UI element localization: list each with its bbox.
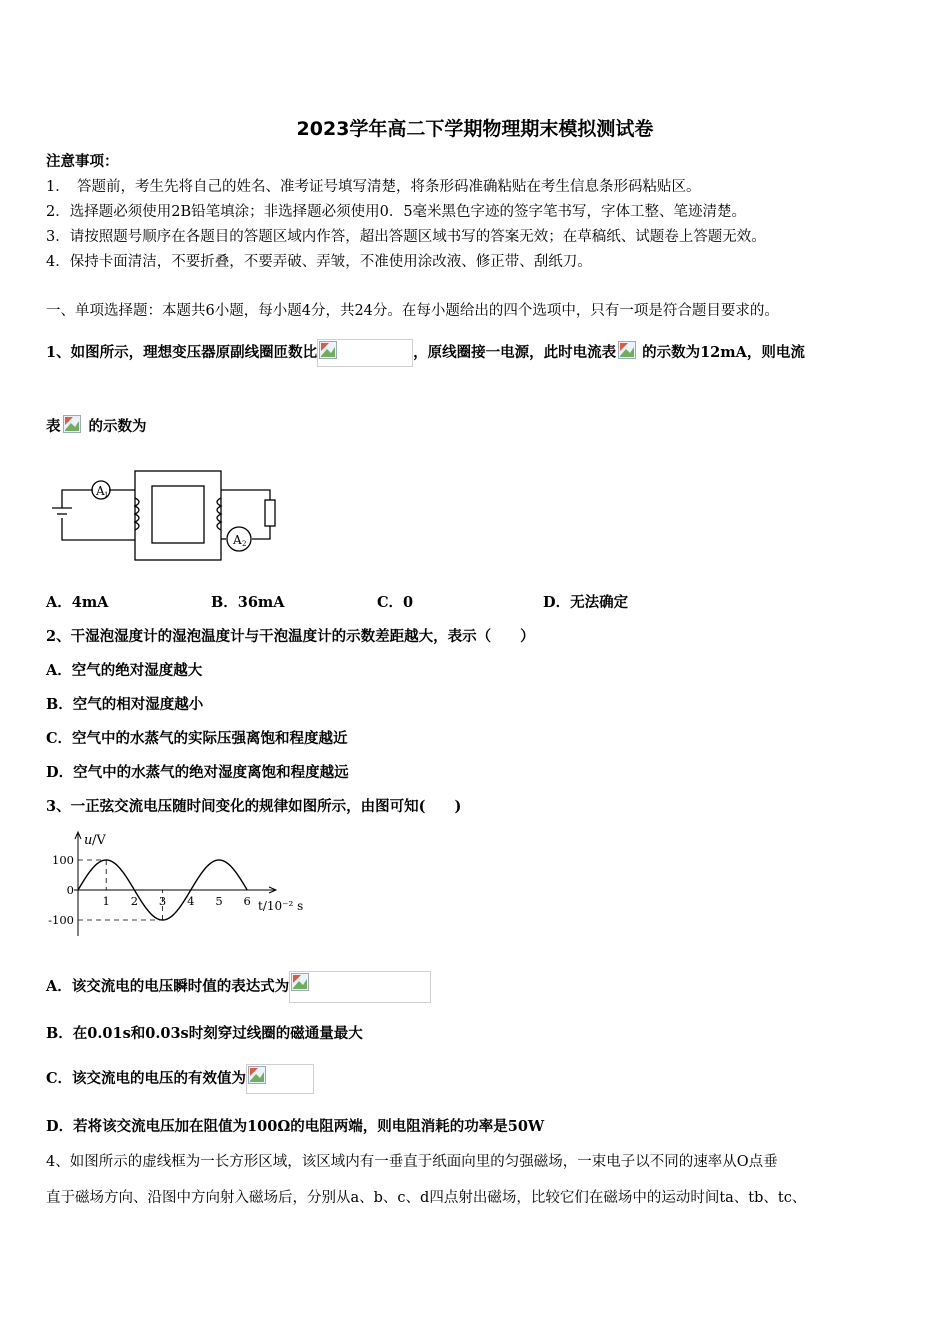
option-c [46,1064,314,1094]
broken-image-icon [319,341,337,359]
question-4-stem: 4、如图所示的虚线框为一长方形区域，该区域内有一垂直于纸面向里的匀强磁场，一束电子以不同的速率从O点垂 [46,1154,778,1170]
option-d: D．若将该交流电压加在阻值为100Ω的电阻两端，则电阻消耗的功率是50W [46,1118,545,1135]
formula-image-placeholder [616,339,642,367]
question-1-stem [46,339,805,367]
voltage-time-graph [46,828,310,940]
transformer-core-outer [135,471,221,560]
broken-image-icon [291,973,309,991]
option-d: D．无法确定 [543,594,629,611]
y-axis-label-unit: /V [92,833,106,848]
secondary-wire [221,490,270,500]
option-c: C．空气中的水蒸气的实际压强离饱和程度越近 [46,730,348,747]
y-tick-label: -100 [48,913,74,927]
option-b: B．空气的相对湿度越小 [46,696,204,713]
option-b: B．在0.01s和0.03s时刻穿过线圈的磁通量最大 [46,1025,363,1042]
secondary-wire [252,526,270,539]
page-title: 2023学年高二下学期物理期末模拟测试卷 [296,118,654,140]
formula-image-placeholder [246,1064,314,1094]
option-b: B．36mA [211,594,285,611]
broken-image-icon [248,1066,266,1084]
q3-option-a-text: A．该交流电的电压瞬时值的表达式为 [46,978,290,995]
option-a: A．4mA [46,594,109,611]
question-1-stem-cont [46,413,147,441]
question-2-stem: 2、干湿泡湿度计的湿泡温度计与干泡温度计的示数差距越大，表示（ ） [46,628,535,645]
ammeter-a2-sub: 2 [242,540,247,548]
notes-heading: 注意事项： [46,153,119,170]
x-axis-label: t/10⁻² s [258,899,304,913]
option-d: D．空气中的水蒸气的绝对湿度离饱和程度越远 [46,764,349,781]
x-tick-label: 2 [130,894,139,908]
formula-image-placeholder [317,339,413,367]
option-c: C．0 [377,594,414,611]
y-tick-label: 100 [52,853,74,867]
notes-item: 3．请按照题号顺序在各题目的答题区域内作答，超出答题区域书写的答案无效；在草稿纸、试题卷上答题无效。 [46,229,766,245]
ammeter-a2-label: A [233,533,242,547]
notes-item: 4．保持卡面清洁，不要折叠，不要弄破、弄皱，不准使用涂改液、修正带、刮纸刀。 [46,254,592,270]
ammeter-a1-sub: 1 [104,491,109,499]
question-4-stem-cont: 直于磁场方向、沿图中方向射入磁场后，分别从a、b、c、d四点射出磁场，比较它们在磁场中的运动时间ta、tb、tc、 [46,1190,807,1206]
q1-text-3: 的示数为12mA，则电流 [642,344,805,361]
q1-text-4: 表 [46,418,61,435]
primary-wire [62,490,93,508]
y-tick-label: 0 [66,883,74,897]
broken-image-icon [63,415,81,433]
formula-image-placeholder [61,413,89,441]
x-tick-label: 4 [187,894,195,908]
x-tick-label: 3 [158,894,167,908]
resistor [265,500,275,526]
option-a [46,971,431,1003]
transformer-core-inner [152,486,204,543]
q1-text-5: 的示数为 [88,418,147,435]
notes-item: 1． 答题前，考生先将自己的姓名、准考证号填写清楚，将条形码准确粘贴在考生信息条形码粘贴区。 [46,179,701,195]
q1-text-1: 1、如图所示，理想变压器原副线圈匝数比 [46,344,318,361]
ammeter-a1-label: A [96,484,105,498]
option-a: A．空气的绝对湿度越大 [46,662,203,679]
q3-option-c-text: C．该交流电的电压的有效值为 [46,1070,247,1087]
section-heading: 一、单项选择题：本题共6小题，每小题4分，共24分。在每小题给出的四个选项中，只有一项是符合题目要求的。 [46,303,779,319]
formula-image-placeholder [289,971,431,1003]
question-3-stem: 3、一正弦交流电压随时间变化的规律如图所示，由图可知( ) [46,798,462,815]
x-tick-label: 6 [243,894,251,908]
notes-item: 2．选择题必须使用2B铅笔填涂；非选择题必须使用0．5毫米黑色字迹的签字笔书写，字体工整、笔迹清楚。 [46,204,747,220]
broken-image-icon [618,341,636,359]
q1-text-2: ，原线圈接一电源，此时电流表 [413,344,617,361]
y-axis-label-var: u [84,833,93,848]
x-tick-label: 1 [102,894,110,908]
x-tick-label: 5 [215,894,223,908]
transformer-circuit-diagram [46,468,278,564]
primary-wire [62,518,135,540]
